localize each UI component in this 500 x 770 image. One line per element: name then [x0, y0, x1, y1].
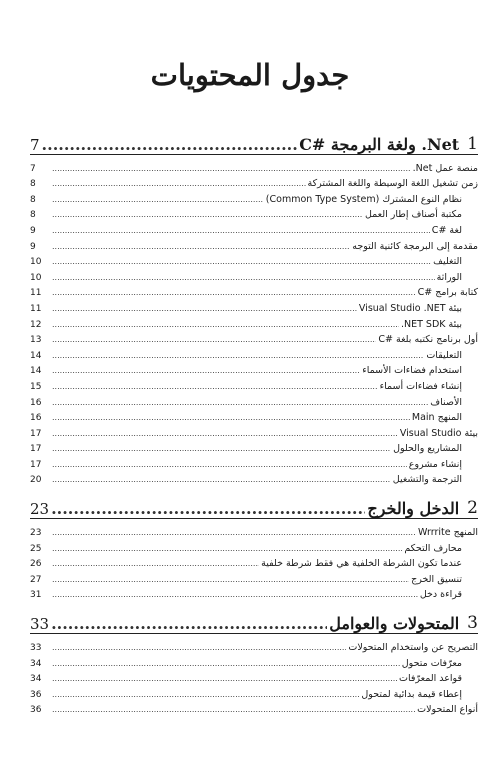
- dot-leader: [52, 303, 357, 315]
- toc-entry-page-number: 7: [30, 163, 36, 174]
- toc-entry-title: مكتبة أصناف إطار العمل: [364, 209, 462, 221]
- dot-leader: [52, 319, 399, 331]
- chapter-heading[interactable]: [30, 130, 478, 155]
- toc-entry[interactable]: [30, 346, 478, 362]
- dot-leader: [52, 381, 378, 393]
- dot-leader: [52, 287, 416, 299]
- toc-entry[interactable]: [30, 523, 478, 539]
- toc-entry[interactable]: [30, 440, 478, 456]
- toc-entry-title: استخدام فضاءات الأسماء: [362, 365, 462, 377]
- dot-leader: [52, 543, 402, 555]
- chapter-page-number: 33: [30, 615, 50, 634]
- toc-entry-page-number: 10: [30, 257, 42, 268]
- dot-leader: [52, 658, 400, 670]
- toc-entry-title: إنشاء مشروع: [408, 458, 462, 470]
- toc-entry-page-number: 26: [30, 559, 42, 570]
- chapter-heading[interactable]: [30, 609, 478, 634]
- toc-entry-title: إنشاء فضاءات أسماء: [379, 380, 462, 392]
- toc-entry-page-number: 33: [30, 643, 42, 654]
- dot-leader: [52, 272, 435, 284]
- toc-entry[interactable]: [30, 409, 478, 425]
- toc-entry[interactable]: [30, 586, 478, 602]
- toc-entry-page-number: 25: [30, 543, 42, 554]
- toc-entry[interactable]: [30, 190, 478, 206]
- toc-entry[interactable]: [30, 159, 478, 175]
- toc-entry-title: معرّفات متحول: [401, 657, 462, 669]
- dot-leader: [52, 704, 415, 716]
- dot-leader: [51, 499, 365, 518]
- toc-entry-title: بيئة Visual Studio: [399, 427, 478, 439]
- toc-entry[interactable]: [30, 268, 478, 284]
- toc-entry-title: محارف التحكم: [404, 542, 462, 554]
- toc-entry-page-number: 8: [30, 179, 36, 190]
- toc-entry-page-number: 34: [30, 658, 42, 669]
- dot-leader: [42, 135, 298, 154]
- toc-entry[interactable]: [30, 362, 478, 378]
- toc-entry[interactable]: [30, 237, 478, 253]
- toc-entry[interactable]: [30, 284, 478, 300]
- dot-leader: [52, 558, 259, 570]
- toc-entry-page-number: 14: [30, 350, 42, 361]
- toc-entry-page-number: 13: [30, 335, 42, 346]
- toc-entry-page-number: 34: [30, 674, 42, 685]
- toc-entry[interactable]: [30, 638, 478, 654]
- toc-entry-title: إعطاء قيمة بدائية لمتحول: [361, 688, 462, 700]
- toc-entry-page-number: 20: [30, 475, 42, 486]
- chapter-number: 1: [467, 134, 478, 154]
- toc-entry-page-number: 8: [30, 210, 36, 221]
- chapter-title: Net. ولغة البرمجة #C: [299, 135, 460, 154]
- toc-entry[interactable]: [30, 377, 478, 393]
- dot-leader: [52, 642, 346, 654]
- toc-entry[interactable]: [30, 253, 478, 269]
- dot-leader: [52, 365, 360, 377]
- dot-leader: [52, 209, 363, 221]
- toc-entry-title: لغة #C: [431, 224, 462, 236]
- toc-entry-title: عندما تكون الشرطة الخلفية هي فقط شرطة خلفية: [261, 558, 462, 570]
- toc-entry-title: كتابة برامج #C: [417, 287, 478, 299]
- dot-leader: [52, 474, 391, 486]
- toc-entry[interactable]: [30, 570, 478, 586]
- dot-leader: [52, 443, 391, 455]
- toc-entry-title: التصريح عن واستخدام المتحولات: [348, 642, 478, 654]
- toc-entry-page-number: 14: [30, 366, 42, 377]
- toc-entry-title: المنهج Main: [411, 412, 462, 424]
- toc-entry-page-number: 16: [30, 397, 42, 408]
- toc-entry[interactable]: [30, 455, 478, 471]
- toc-entry-title: بيئة NET SDK.: [400, 318, 462, 330]
- toc-entry-page-number: 16: [30, 413, 42, 424]
- toc-entry-title: المنهج Wrrrite: [418, 527, 478, 539]
- dot-leader: [52, 428, 398, 440]
- dot-leader: [52, 397, 428, 409]
- toc-entry[interactable]: [30, 315, 478, 331]
- toc-entry-title: أول برنامج نكتبه بلغة #C: [378, 334, 478, 346]
- chapter-number: 2: [467, 498, 478, 519]
- toc-entry[interactable]: [30, 539, 478, 555]
- toc-entry-page-number: 11: [30, 303, 42, 314]
- toc-entry-title: الأصناف: [430, 396, 462, 408]
- toc-entry-title: نظام النوع المشترك (Common Type System): [265, 193, 462, 205]
- toc-entry-title: التغليف: [433, 256, 462, 268]
- toc-entry-page-number: 23: [30, 528, 42, 539]
- table-of-contents: [30, 130, 478, 716]
- toc-entry[interactable]: [30, 299, 478, 315]
- toc-entry[interactable]: [30, 471, 478, 487]
- dot-leader: [52, 334, 376, 346]
- toc-entry-title: مقدمة إلى البرمجة كائنية التوجه: [352, 240, 478, 252]
- chapter-page-number: 7: [30, 136, 40, 154]
- dot-leader: [52, 673, 397, 685]
- toc-entry-title: الوراثة: [436, 271, 462, 283]
- toc-entry[interactable]: [30, 670, 478, 686]
- toc-entry-page-number: 17: [30, 428, 42, 439]
- toc-entry-title: قواعد المعرّفات: [399, 673, 462, 685]
- dot-leader: [52, 574, 409, 586]
- chapter-heading[interactable]: [30, 494, 478, 519]
- chapter-page-number: 23: [30, 500, 50, 519]
- dot-leader: [52, 589, 418, 601]
- toc-entry[interactable]: [30, 555, 478, 571]
- dot-leader: [52, 194, 264, 206]
- toc-entry[interactable]: [30, 701, 478, 717]
- toc-entry-title: زمن تشغيل اللغة الوسيطة واللغة المشتركة: [307, 178, 478, 190]
- chapter-gap: [30, 486, 478, 494]
- toc-entry-title: منصة عمل Net.: [412, 162, 478, 174]
- chapter-gap: [30, 601, 478, 609]
- toc-entry-title: المشاريع والحلول: [393, 443, 462, 455]
- dot-leader: [52, 527, 416, 539]
- dot-leader: [51, 614, 327, 633]
- toc-entry-page-number: 27: [30, 574, 42, 585]
- toc-entry[interactable]: [30, 175, 478, 191]
- toc-entry-page-number: 9: [30, 225, 36, 236]
- chapter-title: المتحولات والعوامل: [329, 614, 460, 634]
- toc-entry-title: قراءة دخل: [419, 589, 462, 601]
- toc-entry-page-number: 17: [30, 459, 42, 470]
- toc-entry-title: بيئة Visual Studio .NET: [358, 302, 462, 314]
- dot-leader: [52, 256, 431, 268]
- toc-entry-page-number: 15: [30, 381, 42, 392]
- toc-entry-page-number: 9: [30, 241, 36, 252]
- toc-entry-title: التعليقات: [426, 349, 462, 361]
- toc-entry-page-number: 36: [30, 705, 42, 716]
- dot-leader: [52, 241, 350, 253]
- toc-entry-page-number: 36: [30, 689, 42, 700]
- dot-leader: [52, 163, 411, 175]
- toc-entry-page-number: 17: [30, 444, 42, 455]
- toc-entry[interactable]: [30, 221, 478, 237]
- toc-entry[interactable]: [30, 654, 478, 670]
- toc-entry[interactable]: [30, 331, 478, 347]
- toc-entry-page-number: 10: [30, 272, 42, 283]
- toc-entry[interactable]: [30, 424, 478, 440]
- dot-leader: [52, 350, 424, 362]
- page-title: جدول المحتويات: [150, 58, 350, 92]
- toc-entry[interactable]: [30, 685, 478, 701]
- toc-entry-page-number: 8: [30, 194, 36, 205]
- toc-entry-page-number: 31: [30, 590, 42, 601]
- dot-leader: [52, 178, 306, 190]
- dot-leader: [52, 225, 430, 237]
- dot-leader: [52, 459, 407, 471]
- toc-entry[interactable]: [30, 393, 478, 409]
- dot-leader: [52, 689, 359, 701]
- chapter-title: الدخل والخرج: [367, 499, 460, 519]
- toc-entry-page-number: 11: [30, 288, 42, 299]
- toc-entry-title: الترجمة والتشغيل: [392, 474, 462, 486]
- toc-entry-title: أنواع المتحولات: [417, 704, 478, 716]
- toc-entry-page-number: 12: [30, 319, 42, 330]
- chapter-number: 3: [467, 613, 478, 634]
- dot-leader: [52, 412, 410, 424]
- toc-entry[interactable]: [30, 206, 478, 222]
- toc-entry-title: تنسيق الخرج: [411, 573, 462, 585]
